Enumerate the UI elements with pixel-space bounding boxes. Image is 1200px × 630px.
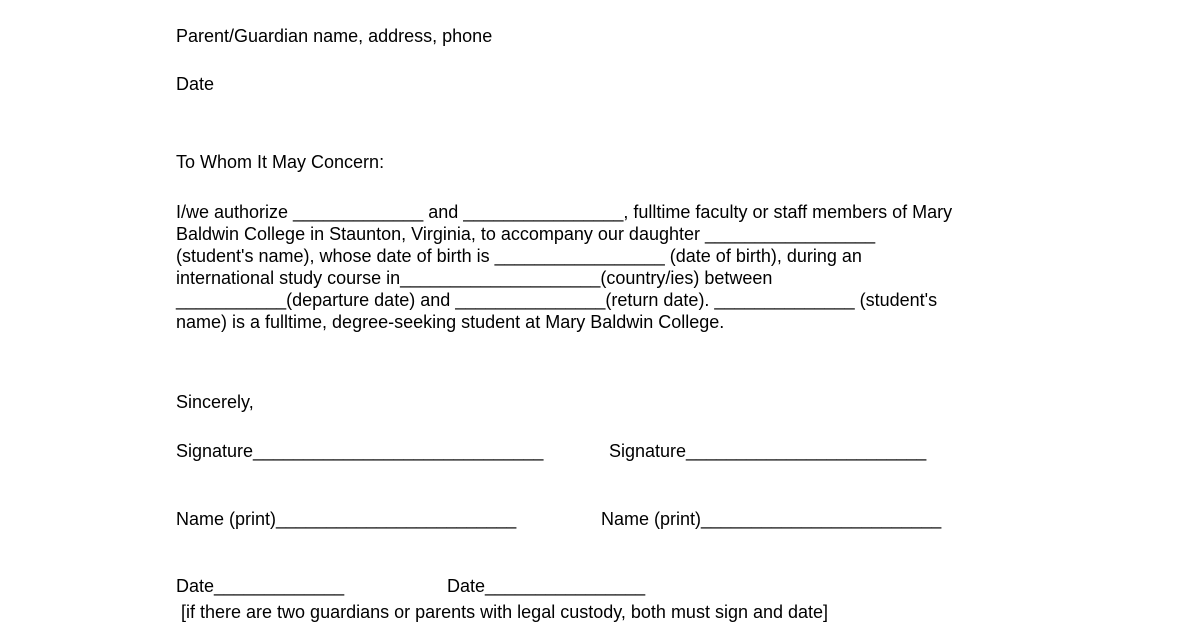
paragraph-line: Baldwin College in Staunton, Virginia, to accompany our daughter _________________ (176, 224, 876, 244)
paragraph-line: (student's name), whose date of birth is _________________ (date of birth), during an (176, 246, 862, 266)
paragraph-line: name) is a fulltime, degree-seeking student at Mary Baldwin College. (176, 312, 725, 332)
paragraph-line: international study course in____________________(country/ies) between (176, 268, 773, 288)
paragraph-line: I/we authorize _____________ and ________________, fulltime faculty or staff members of Mary (176, 202, 953, 222)
name-print-line-2[interactable]: Name (print)________________________ (601, 509, 942, 529)
authorization-paragraph (176, 201, 1056, 333)
salutation: To Whom It May Concern: (176, 152, 385, 172)
signature-line-1[interactable]: Signature_____________________________ (176, 441, 544, 461)
parent-guardian-header: Parent/Guardian name, address, phone (176, 26, 493, 46)
date-line-1[interactable]: Date_____________ (176, 576, 345, 596)
date-header: Date (176, 74, 215, 94)
signature-line-2[interactable]: Signature________________________ (609, 441, 927, 461)
name-print-line-1[interactable]: Name (print)________________________ (176, 509, 517, 529)
paragraph-line: ___________(departure date) and _______________(return date). ______________ (student's (176, 290, 938, 310)
date-line-2[interactable]: Date________________ (447, 576, 646, 596)
closing: Sincerely, (176, 392, 254, 412)
custody-note: [if there are two guardians or parents with legal custody, both must sign and date] (181, 602, 829, 622)
